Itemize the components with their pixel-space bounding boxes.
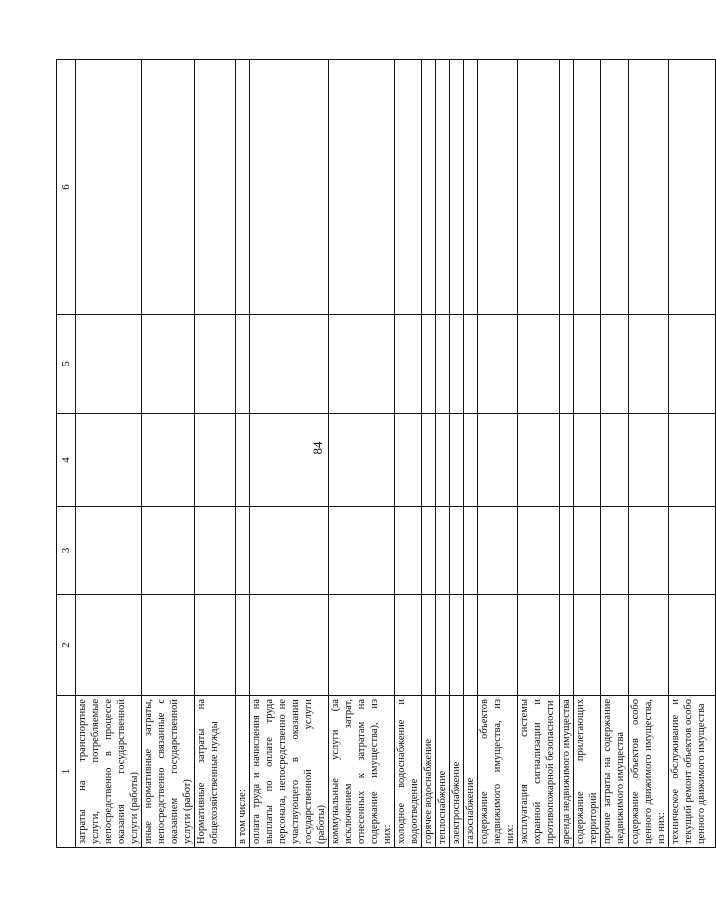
table-row: [464, 60, 478, 848]
table-cell: [574, 507, 601, 595]
page-number: 84: [310, 441, 325, 455]
row-label: в том числе:: [236, 696, 250, 848]
row-label: аренда недвижимого имущества: [560, 696, 574, 848]
row-label: холодное водоснабжение и водоотведение: [395, 696, 422, 848]
table-row: [601, 60, 629, 848]
table-row: [436, 60, 450, 848]
table-cell: [76, 315, 142, 414]
table-cell: [76, 60, 142, 315]
row-label: оплата труда и начисления на выплаты по оплате труда персонала, непосредственно не участвующего в оказании государственной услуги (работы): [250, 696, 329, 848]
table-cell: [478, 507, 518, 595]
table-row: [329, 60, 395, 848]
column-header-6: 6: [57, 60, 76, 315]
table-cell: [464, 315, 478, 414]
row-label: горячее водоснабжение: [422, 696, 436, 848]
row-label: теплоснабжение: [436, 696, 450, 848]
table-cell: [450, 315, 464, 414]
table-cell: [560, 414, 574, 507]
table-cell: [478, 60, 518, 315]
table-cell: [601, 414, 629, 507]
table-cell: [518, 414, 560, 507]
table-cell: [601, 595, 629, 696]
table-cell: [560, 315, 574, 414]
table-cell: [669, 414, 716, 507]
table-row: [478, 60, 518, 848]
row-label: содержание объектов особо ценного движимого имущества, из них:: [629, 696, 669, 848]
table-row: [518, 60, 560, 848]
table-cell: [250, 595, 329, 696]
table-cell: [669, 60, 716, 315]
table-row: [574, 60, 601, 848]
row-label: электроснабжение: [450, 696, 464, 848]
row-label: эксплуатация системы охранной сигнализации и противопожарной безопасности: [518, 696, 560, 848]
table-cell: [422, 414, 436, 507]
table-row: [395, 60, 422, 848]
table-row: [629, 60, 669, 848]
table-cell: [450, 595, 464, 696]
table-cell: [329, 507, 395, 595]
column-header-3: 3: [57, 507, 76, 595]
row-label: содержание объектов недвижимого имущества, из них:: [478, 696, 518, 848]
table-cell: [478, 414, 518, 507]
table-cell: [195, 315, 236, 414]
table-cell: [464, 507, 478, 595]
table-cell: [629, 414, 669, 507]
table-cell: [669, 315, 716, 414]
table-cell: [560, 595, 574, 696]
rotated-table-frame: [56, 60, 707, 848]
table-cell: [436, 595, 450, 696]
table-header-row: [57, 60, 76, 848]
row-label: затраты на транспортные услуги, потребляемые непосредственно в процессе оказания государственной услуги (работы): [76, 696, 142, 848]
table-row: [450, 60, 464, 848]
table-cell: [560, 507, 574, 595]
table-cell: [436, 507, 450, 595]
table-cell: [436, 414, 450, 507]
cost-table: [56, 59, 716, 848]
table-cell: [195, 60, 236, 315]
table-cell: [195, 507, 236, 595]
table-cell: [574, 414, 601, 507]
table-cell: [142, 60, 195, 315]
table-cell: [395, 315, 422, 414]
table-cell: [450, 414, 464, 507]
table-cell: [464, 595, 478, 696]
table-cell: [250, 60, 329, 315]
table-cell: [329, 414, 395, 507]
table-row: [669, 60, 716, 848]
table-row: [142, 60, 195, 848]
table-cell: [395, 507, 422, 595]
table-cell: [236, 315, 250, 414]
table-cell: [629, 595, 669, 696]
table-cell: [629, 60, 669, 315]
row-label: Нормативные затраты на общехозяйственные нужды: [195, 696, 236, 848]
column-header-2: 2: [57, 595, 76, 696]
table-cell: [422, 315, 436, 414]
table-cell: [395, 60, 422, 315]
table-cell: [518, 595, 560, 696]
table-cell: [236, 60, 250, 315]
table-cell: [601, 507, 629, 595]
row-label: коммунальные услуги (за исключением затрат, отнесенных к затратам на содержание имущества), из них:: [329, 696, 395, 848]
table-cell: [601, 315, 629, 414]
table-cell: [250, 414, 329, 507]
table-cell: [518, 60, 560, 315]
rotated-table: [56, 60, 707, 848]
table-cell: [142, 595, 195, 696]
table-cell: [422, 60, 436, 315]
row-label: иные нормативные затраты, непосредственно связанные с оказанием государственной услуги (работ): [142, 696, 195, 848]
table-cell: [76, 414, 142, 507]
column-header-5: 5: [57, 315, 76, 414]
table-cell: [574, 60, 601, 315]
table-cell: [422, 595, 436, 696]
table-cell: [195, 595, 236, 696]
table-cell: [669, 595, 716, 696]
table-cell: [236, 507, 250, 595]
row-label: техническое обслуживание и текущий ремонт объектов особо ценного движимого имущества: [669, 696, 716, 848]
table-row: [560, 60, 574, 848]
table-cell: [560, 60, 574, 315]
table-cell: [236, 414, 250, 507]
table-cell: [574, 315, 601, 414]
table-cell: [422, 507, 436, 595]
table-cell: [574, 595, 601, 696]
table-row: [422, 60, 436, 848]
table-row: [250, 60, 329, 848]
table-cell: [142, 315, 195, 414]
column-header-4: 4: [57, 414, 76, 507]
table-cell: [450, 507, 464, 595]
table-cell: [518, 507, 560, 595]
table-row: [76, 60, 142, 848]
table-cell: [436, 315, 450, 414]
table-cell: [236, 595, 250, 696]
column-header-1: 1: [57, 696, 76, 848]
table-row: [236, 60, 250, 848]
table-cell: [250, 315, 329, 414]
table-cell: [478, 315, 518, 414]
row-label: прочие затраты на содержание недвижимого имущества: [601, 696, 629, 848]
table-cell: [142, 414, 195, 507]
table-row: [195, 60, 236, 848]
table-cell: [450, 60, 464, 315]
table-cell: [669, 507, 716, 595]
row-label: газоснабжение: [464, 696, 478, 848]
table-cell: [142, 507, 195, 595]
table-cell: [478, 595, 518, 696]
table-cell: [629, 315, 669, 414]
table-cell: [250, 507, 329, 595]
table-cell: [329, 315, 395, 414]
table-cell: [464, 414, 478, 507]
table-cell: [518, 315, 560, 414]
table-cell: [76, 507, 142, 595]
table-cell: [395, 595, 422, 696]
table-cell: [76, 595, 142, 696]
table-cell: [329, 595, 395, 696]
table-cell: [601, 60, 629, 315]
table-cell: [464, 60, 478, 315]
table-cell: [629, 507, 669, 595]
table-cell: [329, 60, 395, 315]
table-cell: [395, 414, 422, 507]
table-cell: [436, 60, 450, 315]
row-label: содержание прилегающих территорий: [574, 696, 601, 848]
table-cell: [195, 414, 236, 507]
